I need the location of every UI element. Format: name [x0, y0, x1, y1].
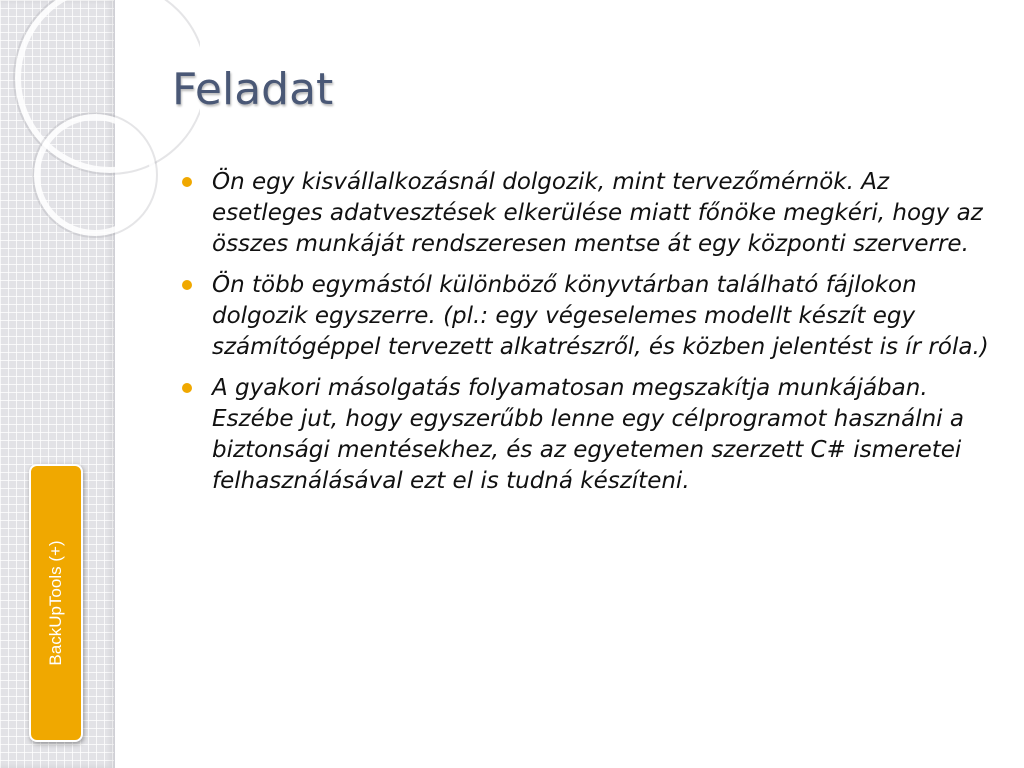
- bullet-list: [180, 167, 990, 507]
- bullet-dot-icon: [182, 383, 192, 393]
- deco-circle-small-shadow: [33, 113, 157, 237]
- bullet-dot-icon: [182, 177, 192, 187]
- bullet-dot-icon: [182, 280, 192, 290]
- bullet-text-1: Ön egy kisvállalkozásnál dolgozik, mint tervezőmérnök. Az esetleges adatvesztések elkerülése miatt főnöke megkéri, hogy az összes munkáját rendszeresen mentse át egy központi szerverre.: [212, 169, 983, 257]
- decorative-circles: [0, 0, 200, 260]
- bullet-item-3: [180, 373, 990, 497]
- bullet-item-2: [180, 270, 990, 363]
- bullet-text-3: A gyakori másolgatás folyamatosan megszakítja munkájában. Eszébe jut, hogy egyszerűbb lenne egy célprogramot használni a biztonsági mentésekhez, és az egyetemen szerzett C# ismeretei felhasználásával ezt el is tudná készíteni.: [212, 375, 964, 494]
- section-side-tab: [29, 464, 83, 742]
- slide-title: Feladat: [172, 64, 334, 115]
- bullet-text-2: Ön több egymástól különböző könyvtárban található fájlokon dolgozik egyszerre. (pl.: egy végeselemes modellt készít egy számítógéppel tervezett alkatrészről, és közben jelentést is ír róla.): [212, 272, 989, 360]
- deco-circle-small: [37, 117, 153, 233]
- bullet-item-1: [180, 167, 990, 260]
- side-tab-label: BackUpTools (+): [46, 540, 65, 666]
